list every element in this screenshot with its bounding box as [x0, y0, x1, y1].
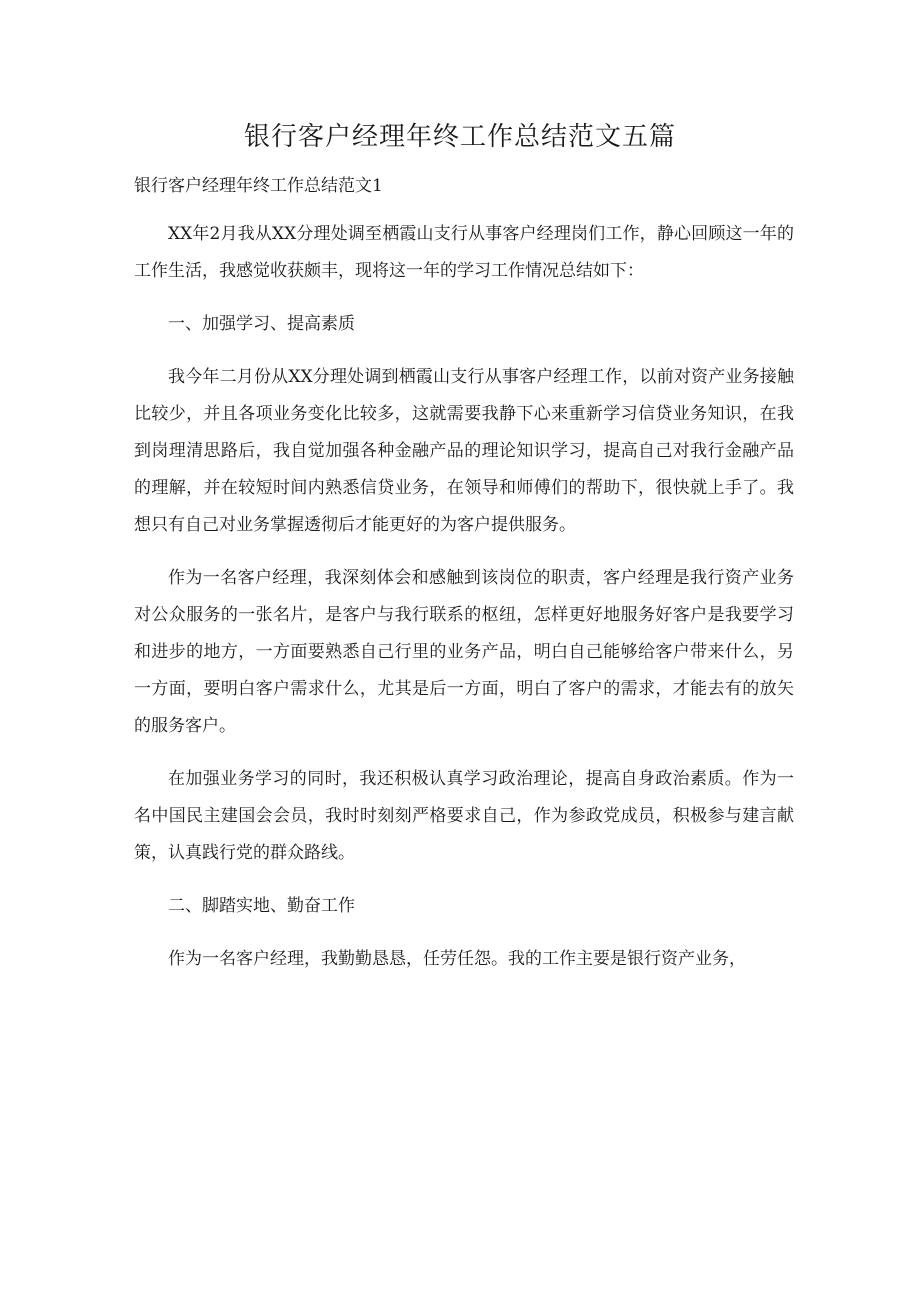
section-heading-1: 一、加强学习、提高素质 [168, 314, 355, 334]
section-heading-2: 二、脚踏实地、勤奋工作 [168, 896, 355, 916]
document-title: 银行客户经理年终工作总结范文五篇 [243, 122, 676, 152]
document-subtitle: 银行客户经理年终工作总结范文1 [134, 176, 383, 196]
paragraph-work: 作为一名客户经理，我勤勤恳恳，任劳任怨。我的工作主要是银行资产业务， [168, 949, 746, 969]
paragraph-intro: XX年2月我从XX分理处调至栖霞山支行从事客户经理岗们工作，静心回顾这一年的工作生活，我感觉收获颇丰，现将这一年的学习工作情况总结如下： [134, 224, 794, 281]
paragraph-politics: 在加强业务学习的同时，我还积极认真学习政治理论，提高自身政治素质。作为一名中国民主建国会会员，我时时刻刻严格要求自己，作为参政党成员，积极参与建言献策，认真践行党的群众路线。 [134, 769, 794, 863]
paragraph-role: 作为一名客户经理，我深刻体会和感触到该岗位的职责，客户经理是我行资产业务对公众服务的一张名片，是客户与我行联系的枢纽，怎样更好地服务好客户是我要学习和进步的地方，一方面要熟悉自己行里的业务产品，明白自己能够给客户带来什么，另一方面，要明白客户需求什么，尤其是后一方面，明白了客户的需求，才能去有的放矢的服务客户。 [134, 568, 794, 736]
paragraph-study: 我今年二月份从XX分理处调到栖霞山支行从事客户经理工作，以前对资产业务接触比较少，并且各项业务变化比较多，这就需要我静下心来重新学习信贷业务知识，在我到岗理清思路后，我自觉加强各种金融产品的理论知识学习，提高自己对我行金融产品的理解，并在较短时间内熟悉信贷业务，在领导和师傅们的帮助下，很快就上手了。我想只有自己对业务掌握透彻后才能更好的为客户提供服务。 [134, 367, 794, 535]
document-body [134, 216, 794, 994]
